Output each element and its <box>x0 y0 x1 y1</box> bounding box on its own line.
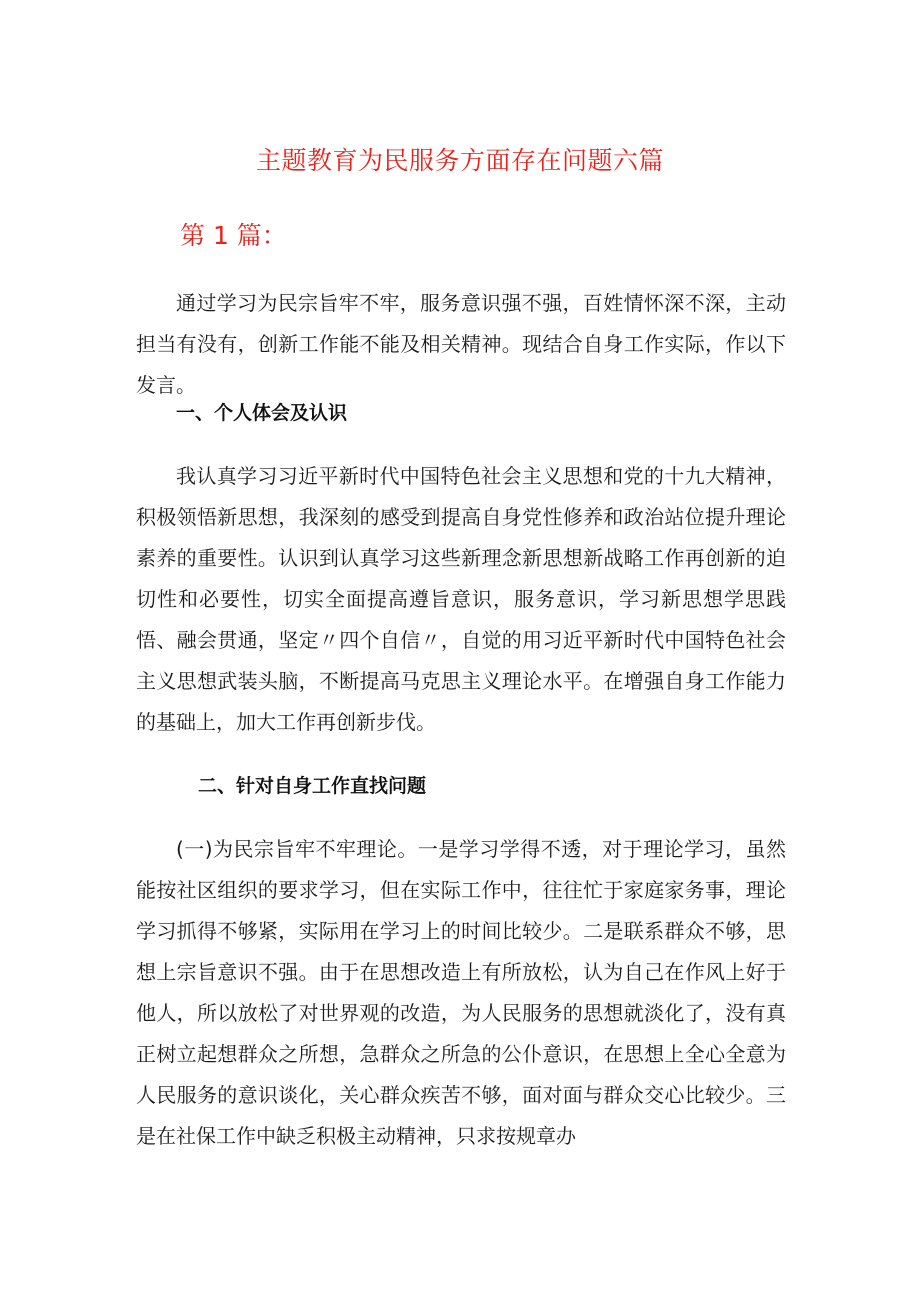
section-1-text: 我认真学习习近平新时代中国特色社会主义思想和党的十九大精神，积极领悟新思想，我深刻的感受到提高自身党性修养和政治站位提升理论素养的重要性。认识到认真学习这些新理念新思想新战略工作再创新的迫切性和必要性，切实全面提高遵旨意识，服务意识，学习新思想学思践悟、融会贯通，坚定〃四个自信〃，自觉的用习近平新时代中国特色社会主义思想武装头脑，不断提高马克思主义理论水平。在增强自身工作能力的基础上，加大工作再创新步伐。 <box>136 464 786 734</box>
section-1-paragraph <box>136 456 786 743</box>
document-title: 主题教育为民服务方面存在问题六篇 <box>255 146 664 175</box>
intro-paragraph <box>136 283 786 406</box>
section-2-paragraph <box>136 829 786 1157</box>
section-2-heading: 二、针对自身工作直找问题 <box>198 775 427 797</box>
intro-text: 通过学习为民宗旨牢不牢，服务意识强不强，百姓情怀深不深，主动担当有没有，创新工作能不能及相关精神。现结合自身工作实际，作以下发言。 <box>136 291 786 397</box>
part-label: 第 1 篇： <box>180 221 287 250</box>
section-2-text: (一)为民宗旨牢不牢理论。一是学习学得不透，对于理论学习，虽然能按社区组织的要求学习，但在实际工作中，往往忙于家庭家务事，理论学习抓得不够紧，实际用在学习上的时间比较少。二是联系群众不够，思想上宗旨意识不强。由于在思想改造上有所放松，认为自己在作风上好于他人，所以放松了对世界观的改造，为人民服务的思想就淡化了，没有真正树立起想群众之所想，急群众之所急的公仆意识，在思想上全心全意为人民服务的意识谈化，关心群众疾苦不够，面对面与群众交心比较少。三是在社保工作中缺乏积极主动精神，只求按规章办 <box>136 837 786 1148</box>
section-1-heading: 一、个人体会及认识 <box>176 402 348 424</box>
